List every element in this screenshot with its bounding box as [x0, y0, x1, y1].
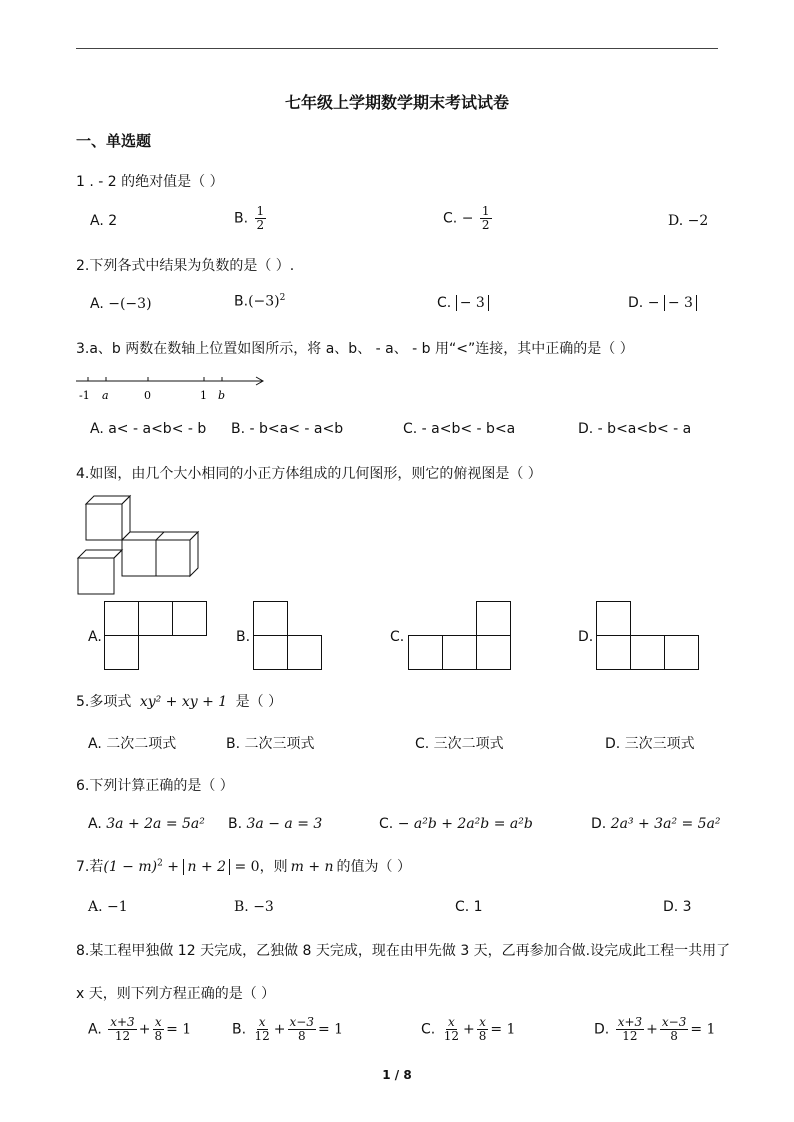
q2-option-a[interactable] [90, 296, 152, 312]
frac-denominator: 12 [254, 1029, 270, 1043]
cube-stack-figure [76, 494, 206, 596]
grid-square [288, 636, 322, 670]
axis-label: a [102, 389, 109, 402]
fraction [108, 1016, 136, 1043]
frac-denominator: 8 [297, 1029, 306, 1043]
cube-face [156, 540, 190, 576]
q6-option-b-expr: 3a − a = 3 [246, 816, 323, 832]
q1-option-b[interactable] [234, 205, 268, 232]
equals-zero: = 0 [230, 859, 260, 875]
q5-stem-suffix: 是（ ） [235, 694, 283, 710]
q5-option-a[interactable]: A. 二次二项式 [88, 736, 177, 752]
q8-option-b[interactable] [232, 1016, 343, 1043]
q1-option-a[interactable]: A. 2 [90, 213, 118, 229]
frac-numerator: x [447, 1015, 455, 1029]
grid-square [597, 602, 631, 636]
grid-square [254, 602, 288, 636]
q2-option-c[interactable] [437, 295, 489, 311]
q6-option-c[interactable] [379, 816, 533, 832]
minus-sign: − [647, 295, 660, 311]
q5-polynomial: xy² + xy + 1 [139, 694, 228, 710]
q7-sum-expression: m + n [290, 859, 334, 875]
frac-numerator: x [479, 1015, 486, 1029]
q8-option-d[interactable] [594, 1016, 715, 1043]
q4-option-a[interactable]: A. [88, 629, 102, 645]
equals-one: = 1 [166, 1021, 192, 1038]
frac-numerator: x+3 [110, 1015, 135, 1029]
absolute-value: n + 2 [183, 859, 230, 875]
question-7-stem [76, 856, 411, 876]
q3-option-a[interactable]: A. a< - a<b< - b [90, 421, 207, 437]
q6-option-d-expr: 2a³ + 3a² = 5a² [610, 816, 721, 832]
q8-option-c-label: C. [421, 1021, 436, 1038]
q4-option-c-figure[interactable] [408, 601, 514, 671]
grid-square [665, 636, 699, 670]
q2-option-d-label: D. [628, 295, 644, 311]
frac-denominator: 8 [670, 1029, 678, 1043]
q7-option-a[interactable]: A. −1 [88, 899, 128, 915]
q3-option-c[interactable]: C. - a<b< - b<a [403, 421, 516, 437]
equals-one: = 1 [690, 1021, 716, 1038]
q4-option-d[interactable]: D. [578, 629, 594, 645]
frac-numerator: 1 [256, 204, 265, 218]
q2-option-b-expr: (−3) [248, 293, 280, 310]
q7-stem-mid: ，则 [259, 859, 288, 875]
q1-option-c-label: C. [443, 210, 458, 227]
question-1-stem: 1 . - 2 的绝对值是（ ） [76, 174, 224, 190]
q7-option-c[interactable]: C. 1 [455, 899, 483, 915]
frac-numerator: x−3 [289, 1015, 314, 1029]
question-6-stem: 6.下列计算正确的是（ ） [76, 778, 234, 794]
plus-sign: + [462, 1021, 475, 1038]
frac-denominator: 12 [114, 1029, 131, 1043]
q3-option-b[interactable]: B. - b<a< - a<b [231, 421, 344, 437]
q6-option-d[interactable] [591, 816, 721, 832]
top-rule [76, 48, 718, 49]
equals-one: = 1 [318, 1021, 344, 1038]
frac-numerator: x−3 [661, 1015, 687, 1029]
grid-square [409, 636, 443, 670]
grid-square [173, 602, 207, 636]
axis-label: b [218, 389, 226, 402]
frac-denominator: 2 [481, 218, 490, 232]
frac-denominator: 12 [622, 1029, 638, 1043]
q4-option-c[interactable]: C. [390, 629, 405, 645]
fraction [152, 1016, 164, 1043]
grid-square [597, 636, 631, 670]
fraction [442, 1016, 461, 1043]
axis-label: 1 [200, 389, 207, 402]
fraction [253, 1016, 272, 1043]
grid-square [105, 602, 139, 636]
q2-option-a-label: A. [90, 296, 104, 312]
grid-square [105, 636, 139, 670]
q1-option-c[interactable] [443, 205, 494, 232]
q6-option-a-expr: 3a + 2a = 5a² [106, 816, 205, 832]
q8-option-c[interactable] [421, 1016, 515, 1043]
q2-option-a-expr: −(−3) [108, 296, 152, 312]
grid-square [443, 636, 477, 670]
q4-option-a-figure[interactable] [104, 601, 210, 671]
axis-label: -1 [79, 389, 90, 402]
q1-option-b-label: B. [234, 210, 249, 227]
q5-option-d[interactable]: D. 三次三项式 [605, 736, 695, 752]
q3-option-d[interactable]: D. - b<a<b< - a [578, 421, 692, 437]
fraction [616, 1016, 644, 1043]
cube-face [78, 558, 114, 594]
q6-option-c-label: C. [379, 816, 394, 832]
question-3-stem: 3.a、b 两数在数轴上位置如图所示，将 a、b、 - a、 - b 用“<”连接，其中正确的是（ ） [76, 341, 634, 357]
question-2-stem: 2.下列各式中结果为负数的是（ ）. [76, 258, 295, 274]
q1-option-d[interactable]: D. −2 [668, 213, 709, 229]
q7-stem-prefix: 7.若 [76, 859, 104, 875]
q7-expression: (1 − m) [103, 859, 158, 875]
q8-option-a-label: A. [88, 1021, 102, 1038]
q2-option-c-label: C. [437, 295, 452, 311]
q1-option-c-fraction [480, 205, 492, 232]
minus-sign: − [461, 210, 474, 227]
q5-stem-prefix: 5.多项式 [76, 694, 132, 710]
question-4-stem: 4.如图，由几个大小相同的小正方体组成的几何图形，则它的俯视图是（ ） [76, 466, 542, 482]
page-title: 七年级上学期数学期末考试试卷 [284, 93, 509, 112]
q4-option-b-figure[interactable] [253, 601, 325, 671]
q5-option-c[interactable]: C. 三次二项式 [415, 736, 504, 752]
question-8-stem-line2: x 天，则下列方程正确的是（ ） [76, 986, 276, 1002]
q6-option-a[interactable] [88, 816, 205, 832]
q6-option-a-label: A. [88, 816, 102, 832]
question-8-stem-line1: 8.某工程甲独做 12 天完成，乙独做 8 天完成，现在由甲先做 3 天，乙再参加合做.设完成此工程一共用了 [76, 943, 731, 959]
q7-option-b[interactable]: B. −3 [234, 899, 274, 915]
frac-numerator: x [258, 1015, 266, 1029]
fraction [660, 1016, 688, 1043]
grid-square [631, 636, 665, 670]
frac-numerator: x+3 [617, 1015, 643, 1029]
cube-face [86, 504, 122, 540]
absolute-value: − 3 [664, 295, 697, 311]
q6-option-b-label: B. [228, 816, 243, 832]
grid-square [477, 602, 511, 636]
plus-sign: + [273, 1021, 286, 1038]
q8-option-d-label: D. [594, 1021, 610, 1038]
axis-label: 0 [144, 389, 151, 402]
q2-option-b-label: B. [234, 293, 249, 310]
grid-square [477, 636, 511, 670]
exponent: 2 [157, 858, 163, 869]
cube-face [190, 532, 198, 576]
q7-option-d[interactable]: D. 3 [663, 899, 692, 915]
frac-denominator: 8 [478, 1029, 487, 1043]
fraction [288, 1016, 316, 1043]
q8-option-b-label: B. [232, 1021, 247, 1038]
exponent: 2 [279, 293, 286, 303]
frac-numerator: 1 [481, 204, 490, 218]
plus-sign: + [138, 1021, 151, 1038]
cube-face [122, 540, 156, 576]
absolute-value: − 3 [456, 295, 489, 311]
frac-denominator: 2 [256, 218, 265, 232]
plus-sign: + [646, 1021, 658, 1038]
number-line-figure [76, 370, 276, 404]
q7-stem-suffix: 的值为（ ） [336, 859, 411, 875]
q4-option-b[interactable]: B. [236, 629, 251, 645]
q8-option-a[interactable] [88, 1016, 191, 1043]
frac-denominator: 12 [443, 1029, 459, 1043]
equals-one: = 1 [490, 1021, 516, 1038]
question-5-stem [76, 691, 282, 711]
q1-option-b-fraction [255, 205, 267, 232]
q4-option-d-figure[interactable] [596, 601, 702, 671]
q5-option-b[interactable]: B. 二次三项式 [226, 736, 315, 752]
q6-option-b[interactable] [228, 816, 322, 832]
q2-option-d[interactable] [628, 295, 697, 311]
fraction [477, 1016, 489, 1043]
q6-option-d-label: D. [591, 816, 607, 832]
grid-square [139, 602, 173, 636]
plus-sign: + [162, 859, 184, 875]
grid-square [254, 636, 288, 670]
frac-numerator: x [154, 1015, 162, 1029]
page-number: 1 / 8 [382, 1068, 412, 1082]
frac-denominator: 8 [154, 1029, 163, 1043]
q2-option-b[interactable] [234, 293, 285, 310]
section-heading: 一、单选题 [76, 132, 152, 150]
q6-option-c-expr: − a²b + 2a²b = a²b [397, 816, 533, 832]
